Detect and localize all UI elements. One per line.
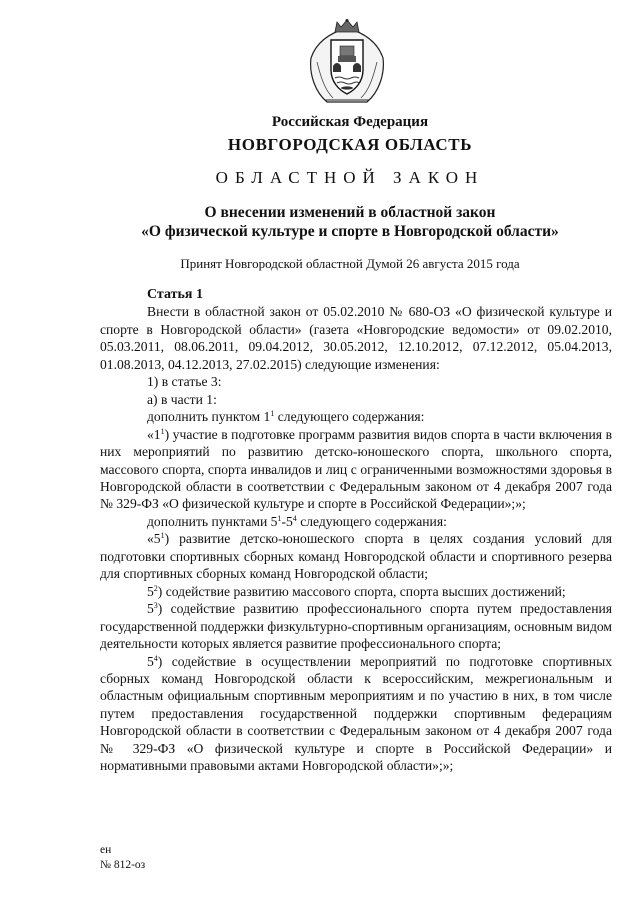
law-title: [80, 203, 620, 241]
law-title-line-2: «О физической культуре и спорте в Новгородской области»: [141, 223, 559, 240]
article-body: [100, 286, 612, 775]
document-footer: [100, 843, 145, 873]
acceptance-note: Принят Новгородской областной Думой 26 августа 2015 года: [180, 256, 520, 271]
law-title-line-1: О внесении изменений в областной закон: [204, 204, 496, 221]
document-type: ОБЛАСТНОЙ ЗАКОН: [215, 168, 485, 187]
executor-initials: ен: [100, 844, 112, 856]
federation-label: Российская Федерация: [271, 114, 429, 130]
amendment-point-5-3: $5^3$) содействие развитию профессионального спорта путем предоставления государственной поддержки физкультурно-спортивным организациям, основным видом деятельности которых является развитие профессионального спорта;: [100, 601, 612, 652]
coat-of-arms-icon: [303, 18, 391, 106]
amendment-points-5-intro: дополнить пунктами $5^1-5^4$ следующего содержания:: [147, 513, 447, 529]
article-heading: Статья 1: [147, 287, 203, 302]
list-item-1: 1) в статье 3:: [147, 374, 222, 390]
amendment-point-5-4: $5^4$) содействие в осуществлении мероприятий по подготовке спортивных сборных команд Новгородской области к всероссийским, межрегиональным и областным официальным спортивным мероприятиям и по участию в них, в том числе путем предоставления государственной поддержки спортивным федерациям Новгородской области в соответствии с Федеральным законом от 4 декабря 2007 года № 329-ФЗ «О физической культуре и спорте в Российской Федерации» и нормативными правовыми актами Новгородской области»;»;: [100, 653, 612, 774]
document-number: № 812-оз: [100, 859, 146, 871]
amendment-point-5-2: $5^2$) содействие развитию массового спорта, спорта высших достижений;: [147, 583, 566, 599]
amendment-quote-1: «$1^1$) участие в подготовке программ развития видов спорта в части включения в них мероприятий по развитию детско-юношеского спорта, школьного спорта, массового спорта, спорта инвалидов и лиц с ограниченными возможностями здоровья в Новгородской области в соответствии с Федеральным законом от 4 декабря 2007 года № 329-ФЗ «О физической культуре и спорте в Российской Федерации»;»;: [100, 426, 612, 512]
amendment-point-5-1: «$5^1$) развитие детско-юношеского спорта в целях создания условий для подготовки спортивных сборных команд Новгородской области и спортивного резерва для спортивных сборных команд Новгородской области;: [100, 531, 612, 582]
region-title: НОВГОРОДСКАЯ ОБЛАСТЬ: [227, 135, 473, 154]
amendment-point-1-intro: дополнить пунктом $1^1$ следующего содержания:: [147, 409, 425, 425]
article-intro-paragraph: Внести в областной закон от 05.02.2010 № 680-ОЗ «О физической культуре и спорте в Новгородской области» (газета «Новгородские ведомости» от 09.02.2010, 05.03.2011, 08.06.2011, 09.04.2012, 30.05.2012, 12.10.2012, 07.12.2012, 05.04.2013, 01.08.2013, 04.12.2013, 27.02.2015) следующие изменения:: [100, 304, 612, 372]
list-item-a: а) в части 1:: [147, 391, 217, 407]
